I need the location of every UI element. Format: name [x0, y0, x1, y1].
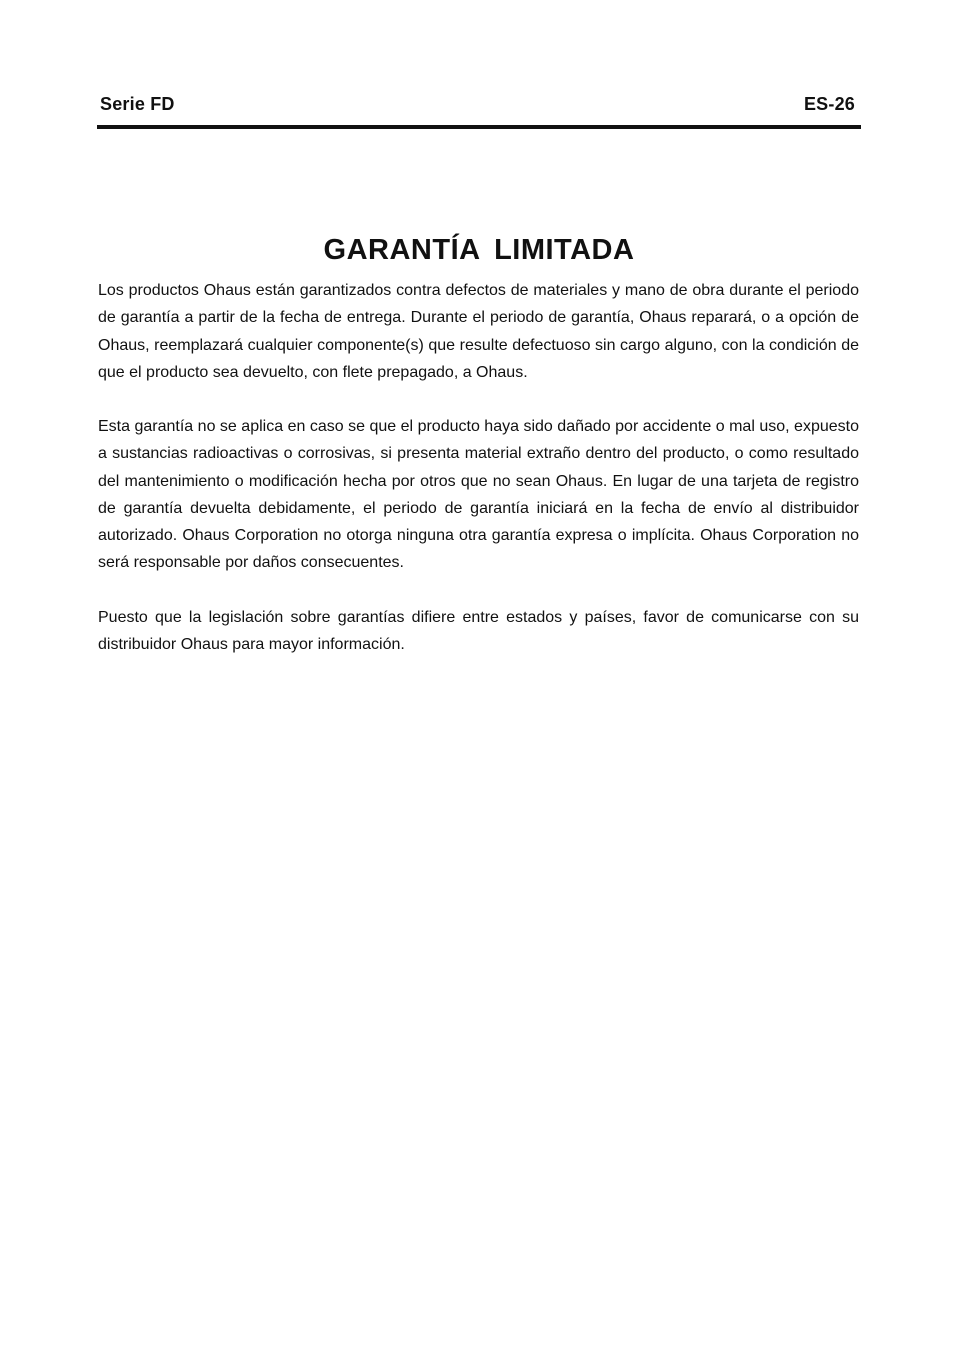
page-number: ES-26: [803, 94, 855, 114]
page-header: [97, 94, 861, 116]
series-label: Serie FD: [100, 94, 175, 114]
warranty-paragraph-exclusions: Esta garantía no se aplica en caso se que el producto haya sido dañado por accidente o mal uso, expuesto a sustancias radioactivas o corrosivas, si presenta material extraño dentro del producto, o como resultado del mantenimiento o modificación hecha por otros que no sean Ohaus. En lugar de una tarjeta de registro de garantía devuelta debidamente, el periodo de garantía iniciará en la fecha de envío al distribuidor autorizado. Ohaus Corporation no otorga ninguna otra garantía expresa o implícita. Ohaus Corporation no será responsable por daños consecuentes.: [98, 418, 859, 572]
warranty-paragraph-coverage: Los productos Ohaus están garantizados contra defectos de materiales y mano de obra durante el periodo de garantía a partir de la fecha de entrega. Durante el periodo de garantía, Ohaus reparará, o a opción de Ohaus, reemplazará cualquier componente(s) que resulte defectuoso sin cargo alguno, con la condición de que el producto sea devuelto, con flete prepagado, a Ohaus.: [98, 282, 859, 381]
header-rule: [97, 125, 861, 129]
warranty-title: GARANTÍA LIMITADA: [323, 234, 635, 266]
warranty-paragraph-contact: Puesto que la legislación sobre garantías difiere entre estados y países, favor de comunicarse con su distribuidor Ohaus para mayor información.: [98, 609, 859, 654]
